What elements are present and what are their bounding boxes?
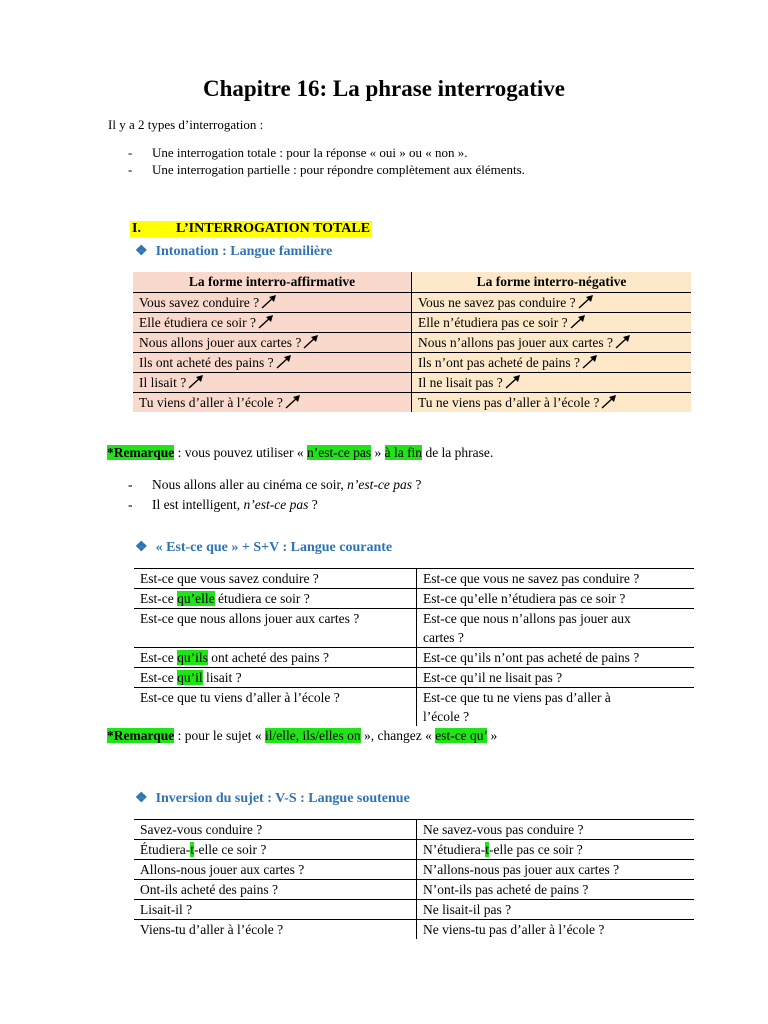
type-item: Une interrogation partielle : pour répondre complètement aux éléments. <box>152 162 525 177</box>
rising-arrow-icon <box>188 375 204 389</box>
intro-text: Il y a 2 types d’interrogation : <box>108 117 264 132</box>
cell-text: Tu viens d’aller à l’école ? <box>139 395 283 410</box>
remark-1 <box>107 445 493 461</box>
cell-text: Viens-tu d’aller à l’école ? <box>140 922 284 937</box>
cell-text: Est-ce qu’ils n’ont pas acheté de pains ? <box>417 648 695 668</box>
rising-arrow-icon <box>601 395 617 409</box>
cell-text: Ils n’ont pas acheté de pains ? <box>418 355 580 370</box>
example-item: Il est intelligent, n’est-ce pas ? <box>152 497 318 512</box>
cell-text: Ne lisait-il pas ? <box>417 900 695 920</box>
rising-arrow-icon <box>276 355 292 369</box>
section-number: I. <box>132 221 141 236</box>
cell-text: Elle étudiera ce soir ? <box>139 315 256 330</box>
subheading-intonation <box>135 243 332 260</box>
remark-text: », changez « <box>360 728 436 743</box>
rising-arrow-icon <box>582 355 598 369</box>
remark-text: : vous pouvez utiliser « <box>174 445 307 460</box>
table-row: Est-ce que tu viens d’aller à l’école ? Est-ce que tu ne viens pas d’aller à l’école ? <box>134 688 694 727</box>
table-row: Est-ce qu’ils ont acheté des pains ? Est-ce qu’ils n’ont pas acheté de pains ? <box>134 648 694 668</box>
column-header: La forme interro-affirmative <box>133 272 412 293</box>
cell-text: Ne viens-tu pas d’aller à l’école ? <box>417 920 695 940</box>
cell-text: Vous savez conduire ? <box>139 295 260 310</box>
rising-arrow-icon <box>258 315 274 329</box>
section-label: L’INTERROGATION TOTALE <box>175 221 371 236</box>
cell-text: Est-ce qu’il ne lisait pas ? <box>417 668 695 688</box>
cell-text: Ont-ils acheté des pains ? <box>134 880 417 900</box>
table-row <box>134 569 694 589</box>
table-row <box>133 393 691 413</box>
cell-text: N’allons-nous pas jouer aux cartes ? <box>417 860 695 880</box>
rising-arrow-icon <box>505 375 521 389</box>
diamond-bullet-icon: ❖ <box>135 244 148 259</box>
page-title: Chapitre 16: La phrase interrogative <box>202 76 565 101</box>
table-row <box>133 353 691 373</box>
subheading-text: Intonation : Langue familière <box>155 244 333 259</box>
table-row: Est-ce qu’elle étudiera ce soir ? Est-ce qu’elle n’étudiera pas ce soir ? <box>134 589 694 609</box>
intonation-table <box>133 272 691 412</box>
highlight-text: qu’elle <box>177 591 215 606</box>
table-row <box>133 293 691 313</box>
table-header-row <box>133 272 691 293</box>
subheading-text: « Est-ce que » + S+V : Langue courante <box>155 540 393 555</box>
highlight-text: t <box>190 842 194 857</box>
table-row <box>133 333 691 353</box>
remark-2 <box>107 728 497 744</box>
cell-text: Nous n’allons pas jouer aux cartes ? <box>418 335 613 350</box>
table-row <box>134 860 694 880</box>
remark-text: : pour le sujet « <box>174 728 265 743</box>
subheading-inversion <box>135 790 410 807</box>
remark-text: » <box>487 728 498 743</box>
subheading-est-ce-que <box>135 539 392 556</box>
dash-bullet: - <box>128 497 133 512</box>
highlight-text: est-ce qu’ <box>435 728 488 743</box>
highlight-text: n’est-ce pas <box>306 445 372 460</box>
cell-text: Ils ont acheté des pains ? <box>139 355 274 370</box>
cell-text: Est-ce qu’elle n’étudiera pas ce soir ? <box>417 589 695 609</box>
cell-text: Il ne lisait pas ? <box>418 375 503 390</box>
table-row <box>134 920 694 940</box>
cell-text: Vous ne savez pas conduire ? <box>418 295 576 310</box>
cell-text: Elle n’étudiera pas ce soir ? <box>418 315 568 330</box>
table-row <box>133 313 691 333</box>
table-row <box>134 880 694 900</box>
remark-text: » <box>371 445 385 460</box>
dash-bullet: - <box>128 477 133 492</box>
remark-label: *Remarque <box>107 728 175 743</box>
cell-text: Est-ce que nous allons jouer aux cartes ? <box>134 609 417 648</box>
dash-bullet: - <box>128 162 133 177</box>
table-row: Est-ce qu’il lisait ? Est-ce qu’il ne lisait pas ? <box>134 668 694 688</box>
remark-text: de la phrase. <box>422 445 494 460</box>
highlight-text: t <box>485 842 489 857</box>
table-row <box>134 820 694 840</box>
subheading-text: Inversion du sujet : V-S : Langue soutenue <box>155 791 410 806</box>
table-row: Est-ce que nous allons jouer aux cartes ? Est-ce que nous n’allons pas jouer aux cartes ? <box>134 609 694 648</box>
highlight-text: qu’ils <box>177 650 208 665</box>
section-heading <box>130 221 372 237</box>
diamond-bullet-icon: ❖ <box>135 791 148 806</box>
column-header: La forme interro-négative <box>412 272 692 293</box>
inversion-table <box>134 819 694 939</box>
diamond-bullet-icon: ❖ <box>135 540 148 555</box>
cell-text: Est-ce que vous ne savez pas conduire ? <box>417 569 695 589</box>
cell-text: Lisait-il ? <box>134 900 417 920</box>
rising-arrow-icon <box>578 295 594 309</box>
cell-text: Est-ce que vous savez conduire ? <box>134 569 417 589</box>
cell-text: Savez-vous conduire ? <box>134 820 417 840</box>
rising-arrow-icon <box>303 335 319 349</box>
highlight-text: qu’il <box>177 670 203 685</box>
type-item: Une interrogation totale : pour la réponse « oui » ou « non ». <box>152 145 468 160</box>
cell-text: Allons-nous jouer aux cartes ? <box>134 860 417 880</box>
cell-text: Ne savez-vous pas conduire ? <box>417 820 695 840</box>
highlight-text: à la fin <box>384 445 423 460</box>
cell-text: Tu ne viens pas d’aller à l’école ? <box>418 395 600 410</box>
example-item: Nous allons aller au cinéma ce soir, n’est-ce pas ? <box>152 477 422 492</box>
est-ce-que-table <box>134 568 694 726</box>
cell-text: Est-ce que tu viens d’aller à l’école ? <box>140 690 340 705</box>
rising-arrow-icon <box>570 315 586 329</box>
remark-label: *Remarque <box>107 445 175 460</box>
rising-arrow-icon <box>285 395 301 409</box>
table-row <box>133 373 691 393</box>
rising-arrow-icon <box>615 335 631 349</box>
cell-text: Il lisait ? <box>139 375 187 390</box>
highlight-text: il/elle, ils/elles on <box>265 728 361 743</box>
cell-text: N’ont-ils pas acheté de pains ? <box>417 880 695 900</box>
table-row: Étudiera-t-elle ce soir ? N’étudiera-t-elle pas ce soir ? <box>134 840 694 860</box>
cell-text: Nous allons jouer aux cartes ? <box>139 335 302 350</box>
dash-bullet: - <box>128 145 133 160</box>
table-row <box>134 900 694 920</box>
rising-arrow-icon <box>261 295 277 309</box>
